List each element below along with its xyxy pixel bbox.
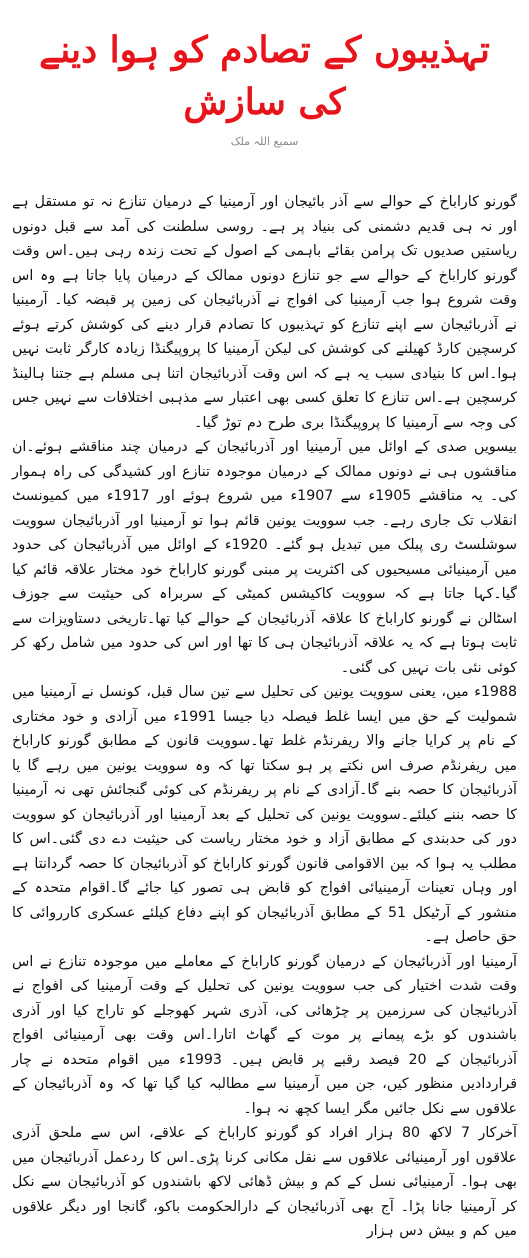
article-paragraph: گورنو کاراباخ کے حوالے سے آذر بائیجان اور آرمینیا کے درمیان تنازع نہ تو مستقل ہے اور نہ ہی قدیم دشمنی کی بنیاد پر ہے۔ روسی سلطنت کی آمد سے قبل دونوں ریاستیں صدیوں تک پرامن بقائے باہمی کے اصول کے تحت زندہ رہی ہیں۔اس وقت گورنو کاراباخ کے حوالے سے جو تنازع دونوں ممالک کے درمیان پایا جاتا ہے وہ اس وقت شروع ہوا جب آرمینیا کی افواج نے آذربائیجان کی زمین پر قبضہ کیا۔ آرمینیا نے آذربائیجان سے اپنے تنازع کو تہذیبوں کا تصادم قرار دینے کی کوشش کرتے ہوئے کرسچین کارڈ کھیلنے کی کوشش کی لیکن آرمینیا کا پروپیگنڈا زیادہ کارگر ثابت نہیں ہوا۔اس کا بنیادی سبب یہ ہے کہ اس وقت آذربائیجان اتنا ہی مسلم ہے جتنا ہالینڈ کرسچین ہے۔اس تنازع کا تعلق کسی بھی اعتبار سے مذہبی اختلافات سے نہیں جس کی وجہ سے آرمینیا کا پروپیگنڈا بری طرح دم توڑ گیا۔ [12, 194, 517, 431]
article-paragraph: آخرکار 7 لاکھ 80 ہزار افراد کو گورنو کاراباخ کے علاقے، اس سے ملحق آذری علاقوں اور آرمینیائی علاقوں سے نقل مکانی کرنا پڑی۔اس کا ردعمل آذربائیجان میں بھی ہوا۔ آرمینیائی نسل کے کم و بیش ڈھائی لاکھ باشندوں کو آذربائیجان سے نکل کر آرمینیا جانا پڑا۔ آج بھی آذربائیجان کے دارالحکومت باکو، گانجا اور دیگر علاقوں میں کم و بیش دس ہزار [12, 1125, 517, 1239]
article-paragraph: آرمینیا اور آذربائیجان کے درمیان گورنو کاراباخ کے معاملے میں موجودہ تنازع نے اس وقت شدت اختیار کی جب سوویت یونین کی تحلیل کے وقت آرمینیا کی افواج نے آذربائیجان کی سرزمین پر چڑھائی کی، آذری شہر کھوجلے کو تاراج کیا اور آذری باشندوں کو بڑے پیمانے پر موت کے گھاٹ اتارا۔اس وقت بھی آرمینیائی افواج آذربائیجان کے 20 فیصد رقبے پر قابض ہیں۔ 1993ء میں اقوام متحدہ نے چار قراردادیں منظور کیں، جن میں آرمینیا سے مطالبہ کیا گیا تھا کہ وہ آذربائیجان کے علاقوں سے نکل جائیں مگر ایسا کچھ نہ ہوا۔ [12, 953, 517, 1117]
article-paragraph: 1988ء میں، یعنی سوویت یونین کی تحلیل سے تین سال قبل، کونسل نے آرمینیا میں شمولیت کے حق میں ایسا غلط فیصلہ دیا جیسا 1991ء میں آزادی و خود مختاری کے نام پر کرایا جانے والا ریفرنڈم غلط تھا۔سوویت قانون کے مطابق گورنو کاراباخ میں ریفرنڈم صرف اس نکتے پر ہو سکتا تھا کہ وہ سوویت یونین میں رہے گا یا آذربائیجان کا حصہ بنے گا۔آزادی کے نام پر ریفرنڈم کی کوئی گنجائش تھی نہ آرمینیا کا حصہ بننے کیلئے۔سوویت یونین کی تحلیل کے بعد آرمینیا اور آذربائیجان کو سوویت دور کی حدبندی کے مطابق آزاد و خود مختار ریاست کی حیثیت دے دی گئی۔اس کا مطلب یہ ہوا کہ بین الاقوامی قانون گورنو کاراباخ کو آذربائیجان کا حصہ گردانتا ہے اور وہاں تعینات آرمینیائی افواج کو قابض ہی تصور کیا جائے گا۔اقوام متحدہ کے منشور کے آرٹیکل 51 کے مطابق آذربائیجان کو اپنے دفاع کیلئے عسکری کارروائی کا حق حاصل ہے۔ [12, 684, 517, 945]
article-headline: تہذیبوں کے تصادم کو ہوا دینے کی سازش [39, 29, 490, 123]
article-paragraph: بیسویں صدی کے اوائل میں آرمینیا اور آذربائیجان کے درمیان چند مناقشے ہوئے۔ان مناقشوں ہی نے دونوں ممالک کے درمیان موجودہ تنازع اور کشیدگی کی راہ ہموار کی۔ یہ مناقشے 1905ء سے 1907ء میں شروع ہوئے اور 1917ء میں کمیونسٹ انقلاب تک جاری رہے۔ جب سوویت یونین قائم ہوا تو آرمینیا اور آذربائیجان سوویت سوشلسٹ ری پبلک میں تبدیل ہو گئے۔ 1920ء کے اوائل میں آذربائیجان کی حدود میں آرمینیائی مسیحیوں کی اکثریت پر مبنی گورنو کاراباخ خود مختار علاقہ قائم کیا گیا۔کہا جاتا ہے کہ سوویت کاکیشس کمیٹی کے سربراہ کی حیثیت سے جوزف اسٹالن نے گورنو کاراباخ کا علاقہ آذربائیجان کے حوالے کیا تھا۔تاریخی دستاویزات سے ثابت ہوتا ہے کہ یہ علاقہ آذربائیجان ہی کا تھا اور اس کی حدود میں شامل رکھ کر کوئی نئی بات نہیں کی گئی۔ [12, 439, 517, 676]
author-byline: سمیع اللہ ملک [230, 135, 299, 148]
article-body [12, 190, 517, 1244]
